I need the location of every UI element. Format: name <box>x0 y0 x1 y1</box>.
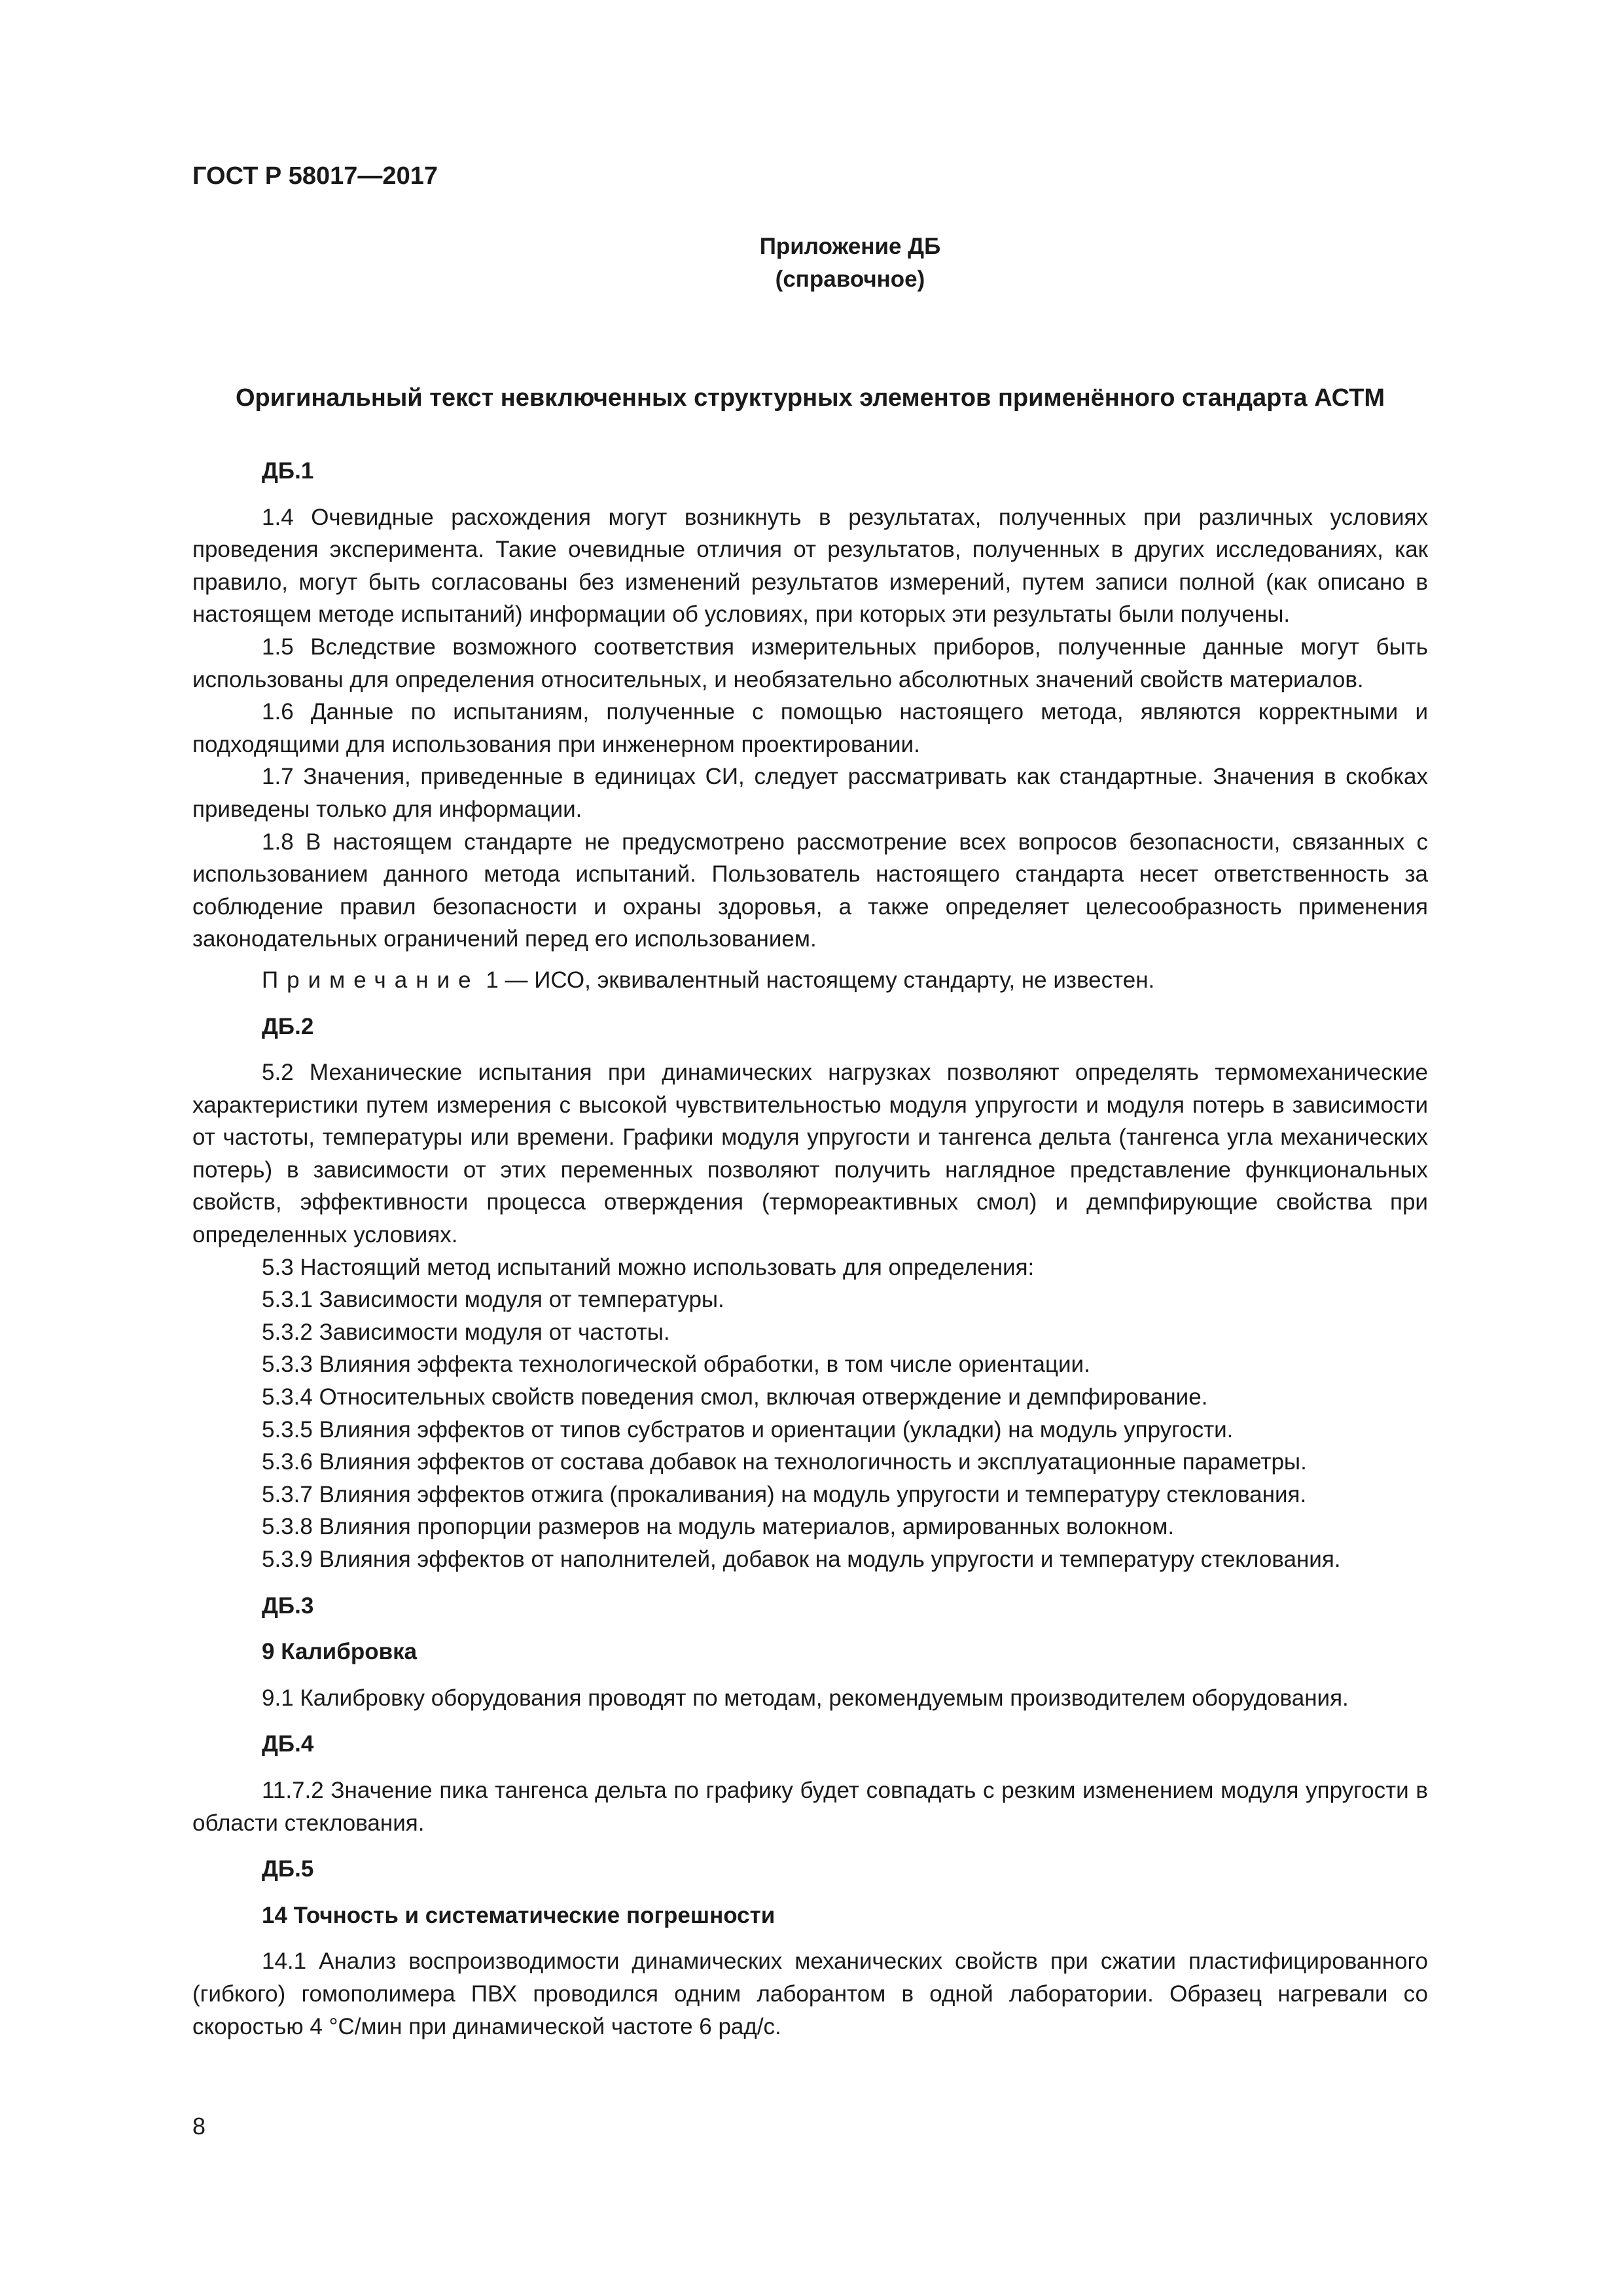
section-heading-db4: ДБ.4 <box>262 1731 314 1757</box>
page-number: 8 <box>192 2113 206 2140</box>
paragraph-1-7: 1.7 Значения, приведенные в единицах СИ, следует рассматривать как стандартные. Значения в скобках приведены только для информации. <box>192 764 1428 822</box>
section-heading-db2: ДБ.2 <box>262 1013 314 1039</box>
paragraph-1-8: 1.8 В настоящем стандарте не предусмотрено рассмотрение всех вопросов безопасности, связанных с использованием данного метода испытаний. Пользователь настоящего стандарта несет ответственность за соблюдение правил безопасности и охраны здоровья, а также определяет целесообразность применения законодательных ограничений перед его использованием. <box>192 829 1428 952</box>
subheading-calibration: 9 Калибровка <box>262 1639 418 1665</box>
note-text: 1 — ИСО, эквивалентный настоящему стандарту, не известен. <box>486 967 1155 993</box>
document-code: ГОСТ Р 58017—2017 <box>192 162 438 190</box>
section-heading-db5: ДБ.5 <box>262 1856 314 1882</box>
paragraph-9-1: 9.1 Калибровку оборудования проводят по методам, рекомендуемым производителем оборудования. <box>262 1685 1349 1711</box>
appendix-type: (справочное) <box>775 266 925 292</box>
paragraph-14-1: 14.1 Анализ воспроизводимости динамических механических свойств при сжатии пластифицированного (гибкого) гомополимера ПВХ проводился одним лаборантом в одной лаборатории. Образец нагревали со скоростью 4 °С/мин при динамической частоте 6 рад/с. <box>192 1948 1428 2039</box>
list-item: 5.3.8 Влияния пропорции размеров на модуль материалов, армированных волокном. <box>262 1514 1175 1540</box>
list-item: 5.3.5 Влияния эффектов от типов субстратов и ориентации (укладки) на модуль упругости. <box>262 1416 1234 1443</box>
appendix-title: Приложение ДБ <box>759 234 941 259</box>
appendix-header <box>0 230 1623 296</box>
paragraph-11-7-2: 11.7.2 Значение пика тангенса дельта по графику будет совпадать с резким изменением модуля упругости в области стеклования. <box>192 1777 1428 1836</box>
section-heading-db3: ДБ.3 <box>262 1592 314 1619</box>
paragraph-5-2: 5.2 Механические испытания при динамических нагрузках позволяют определять термомеханические характеристики путем измерения с высокой чувствительностью модуля упругости и модуля потерь в зависимости от частоты, температуры или времени. Графики модуля упругости и тангенса дельта (тангенса угла механических потерь) в зависимости от этих переменных позволяют получить наглядное представление функциональных свойств, эффективности процесса отверждения (термореактивных смол) и демпфирующие свойства при определенных условиях. <box>192 1060 1428 1248</box>
list-item: 5.3.1 Зависимости модуля от температуры. <box>262 1287 724 1313</box>
paragraph-1-5: 1.5 Вследствие возможного соответствия измерительных приборов, полученные данные могут быть использованы для определения относительных, и необязательно абсолютных значений свойств материалов. <box>192 634 1428 692</box>
list-item: 5.3.2 Зависимости модуля от частоты. <box>262 1319 670 1345</box>
list-item: 5.3.3 Влияния эффекта технологической обработки, в том числе ориентации. <box>262 1352 1090 1378</box>
note-label: Примечание <box>262 967 480 993</box>
subheading-precision: 14 Точность и систематические погрешности <box>262 1902 776 1928</box>
paragraph-1-4: 1.4 Очевидные расхождения могут возникнуть в результатах, полученных при различных условиях проведения эксперимента. Такие очевидные отличия от результатов, полученных в других исследованиях, как правило, могут быть согласованы без изменений результатов измерений, путем записи полной (как описано в настоящем методе испытаний) информации об условиях, при которых эти результаты были получены. <box>192 504 1428 628</box>
note <box>192 964 1428 997</box>
paragraph-5-3: 5.3 Настоящий метод испытаний можно использовать для определения: <box>262 1254 1035 1280</box>
document-body <box>192 455 1428 2043</box>
list-item: 5.3.9 Влияния эффектов от наполнителей, добавок на модуль упругости и температуру стеклования. <box>262 1547 1341 1572</box>
section-heading-db1: ДБ.1 <box>262 458 314 484</box>
paragraph-1-6: 1.6 Данные по испытаниям, полученные с помощью настоящего метода, являются корректными и подходящими для использования при инженерном проектировании. <box>192 699 1428 757</box>
list-item: 5.3.7 Влияния эффектов отжига (прокаливания) на модуль упругости и температуру стеклования. <box>262 1481 1307 1507</box>
list-item: 5.3.6 Влияния эффектов от состава добавок на технологичность и эксплуатационные параметры. <box>262 1449 1307 1475</box>
list-item: 5.3.4 Относительных свойств поведения смол, включая отверждение и демпфирование. <box>262 1384 1208 1410</box>
page-title: Оригинальный текст невключенных структурных элементов применённого стандарта АСТМ <box>236 384 1385 412</box>
